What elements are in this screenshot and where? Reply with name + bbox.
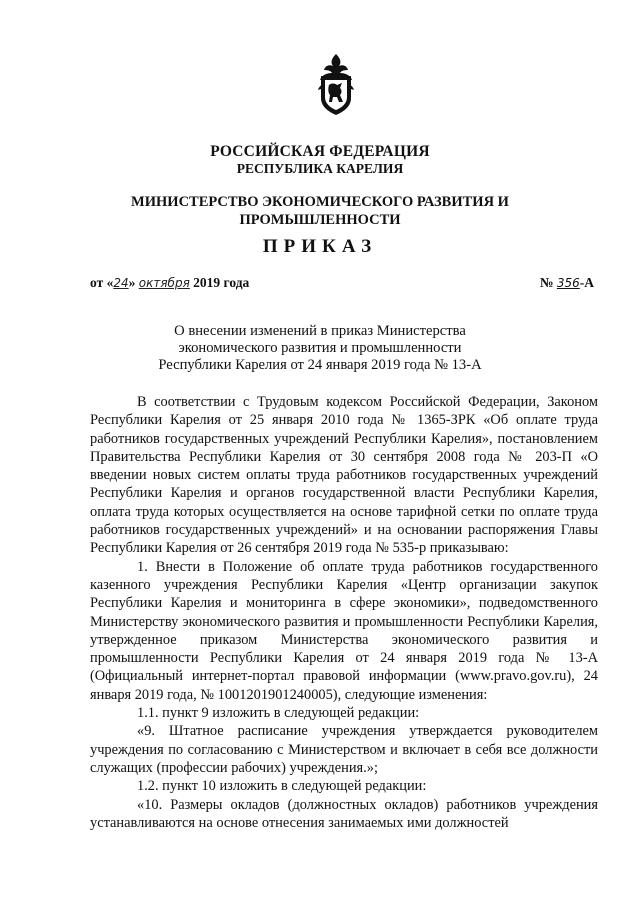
subject-line3: Республики Карелия от 24 января 2019 года № 13-А [158,357,482,374]
ministry-heading-line1: МИНИСТЕРСТВО ЭКОНОМИЧЕСКОГО РАЗВИТИЯ И [131,194,509,210]
clause-10-paragraph: «10. Размеры окладов (должностных окладов) работников учреждения устанавливаются на основе отнесения занимаемых ими должностей [90,796,598,831]
item-1-paragraph: 1. Внести в Положение об оплате труда работников государственного казенного учреждения Республики Карелия «Центр организации закупок Республики Карелия и мониторинга в сфере экономики», подведомственного Министерству экономического развития и промышленности Республики Карелия, утвержденное приказом Министерства экономического развития и промышленности Республики Карелия от 24 января 2019 года № 13-А (Официальный интернет-портал правовой информации (www.pravo.gov.ru), 24 января 2019 года, № 1001201901240005), следующие изменения: [90,558,598,703]
date-prefix: от « [90,275,114,290]
handwritten-month: октября [138,276,190,290]
item-1-1-paragraph: 1.1. пункт 9 изложить в следующей редакции: [137,705,420,722]
coat-of-arms-icon [312,52,360,116]
item-1-2-paragraph: 1.2. пункт 10 изложить в следующей редакции: [137,778,427,795]
date-mid: » [128,275,136,290]
order-number [540,275,594,291]
number-prefix: № [539,275,554,290]
country-heading: РОССИЙСКАЯ ФЕДЕРАЦИЯ [210,143,430,160]
number-suffix: -А [579,275,594,290]
order-body [90,393,598,832]
handwritten-number: 356 [556,276,580,290]
subject-line1: О внесении изменений в приказ Министерства [174,323,466,339]
handwritten-day: 24 [113,276,129,290]
date-suffix: 2019 года [193,275,250,290]
order-date [90,275,249,291]
ministry-heading [0,193,640,229]
clause-9-paragraph: «9. Штатное расписание учреждения утверждается руководителем учреждения по согласованию с Министерством и включает в себя все должности служащих (профессии рабочих) учреждения.»; [90,723,598,776]
document-type: ПРИКАЗ [262,236,378,257]
ministry-heading-line2: ПРОМЫШЛЕННОСТИ [239,212,401,228]
preamble-paragraph: В соответствии с Трудовым кодексом Российской Федерации, Законом Республики Карелия от 25 января 2010 года № 1365-ЗРК «Об оплате труда работников государственных учреждений Республики Карелия», постановлением Правительства Республики Карелия от 30 сентября 2008 года № 203-П «О введении новых систем оплаты труда работников государственных учреждений Республики Карелия и органов государственной власти Республики Карелия, оплата труда которых осуществляется на основе тарифной сетки по оплате труда работников государственных учреждений» и на основании распоряжения Главы Республики Карелия от 26 сентября 2019 года № 535-р приказываю: [90,394,598,557]
republic-heading: РЕСПУБЛИКА КАРЕЛИЯ [236,161,404,176]
order-subject [0,323,640,375]
subject-line2: экономического развития и промышленности [178,340,462,357]
